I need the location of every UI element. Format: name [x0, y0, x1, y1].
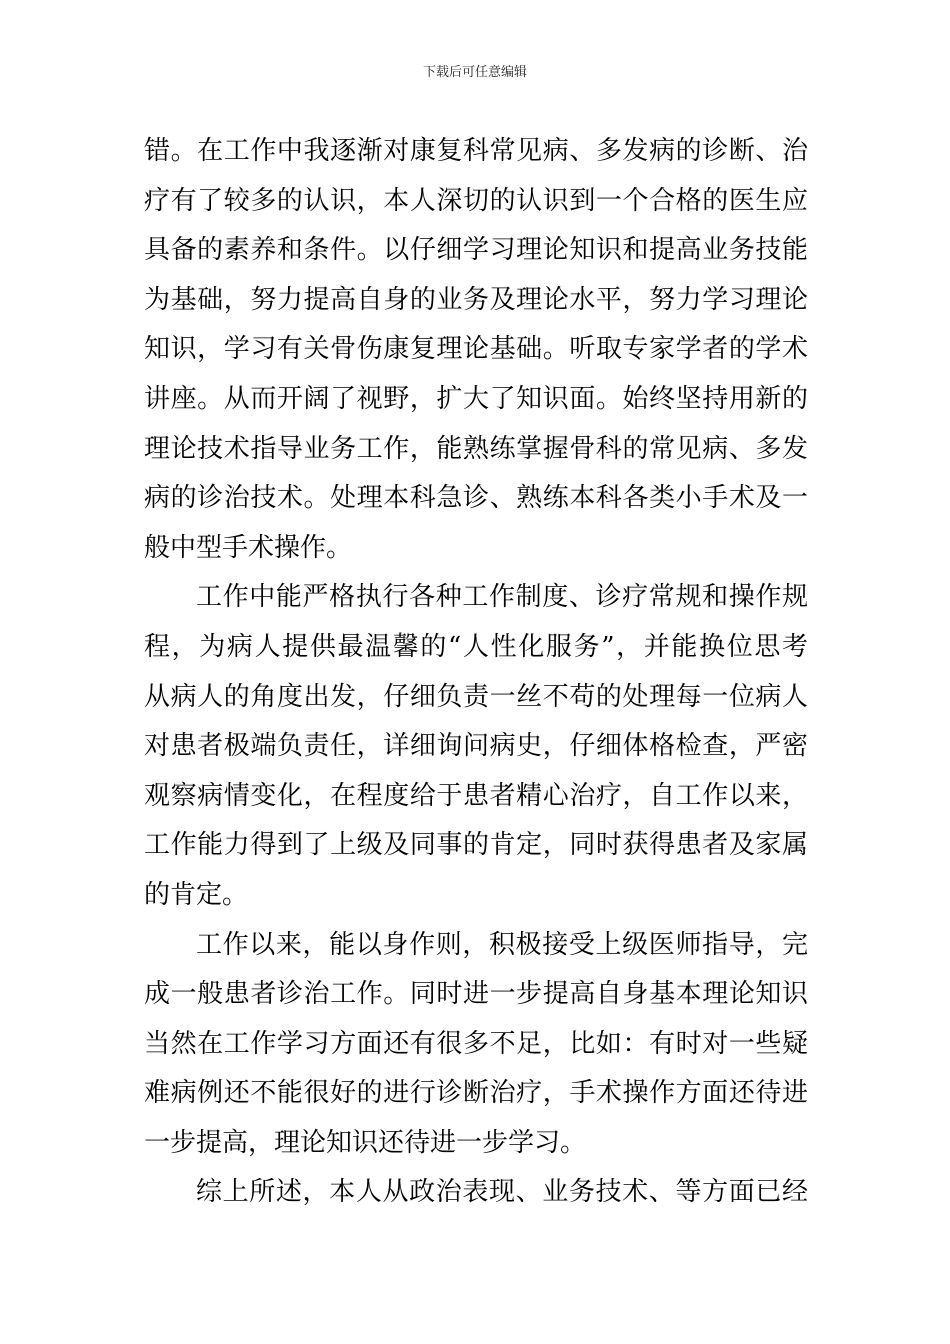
text-line: 理论技术指导业务工作，能熟练掌握骨科的常见病、多发: [144, 433, 808, 464]
text-line: 知识，学习有关骨伤康复理论基础。听取专家学者的学术: [144, 334, 808, 365]
text-line: 讲座。从而开阔了视野，扩大了知识面。始终坚持用新的: [144, 383, 808, 414]
text-line: 疗有了较多的认识，本人深切的认识到一个合格的医生应: [144, 185, 808, 216]
text-line: 般中型手术操作。: [144, 532, 353, 563]
text-line: 为基础，努力提高自身的业务及理论水平，努力学习理论: [144, 284, 808, 315]
text-line: 难病例还不能很好的进行诊断治疗，手术操作方面还待进: [144, 1078, 808, 1109]
text-line: 综上所述，本人从政治表现、业务技术、等方面已经: [196, 1177, 808, 1208]
text-line: 具备的素养和条件。以仔细学习理论知识和提高业务技能: [144, 235, 808, 266]
text-line: 工作中能严格执行各种工作制度、诊疗常规和操作规: [196, 582, 808, 613]
text-line: 观察病情变化，在程度给于患者精心治疗，自工作以来，: [144, 780, 808, 811]
text-line: 的肯定。: [144, 879, 249, 910]
text-line: 当然在工作学习方面还有很多不足，比如：有时对一些疑: [144, 1028, 808, 1059]
document-body: [144, 127, 808, 1218]
text-line: 程，为病人提供最温馨的“人性化服务”，并能换位思考: [144, 631, 808, 662]
text-line: 工作能力得到了上级及同事的肯定，同时获得患者及家属: [144, 830, 808, 861]
text-line: 一步提高，理论知识还待进一步学习。: [144, 1127, 587, 1158]
page-header: 下载后可任意编辑: [422, 65, 527, 80]
text-line: 对患者极端负责任，详细询问病史，仔细体格检查，严密: [144, 731, 808, 762]
text-line: 错。在工作中我逐渐对康复科常见病、多发病的诊断、治: [144, 136, 808, 166]
text-line: 成一般患者诊治工作。同时进一步提高自身基本理论知识: [144, 979, 808, 1010]
text-line: 工作以来，能以身作则，积极接受上级医师指导，完: [196, 929, 808, 960]
text-line: 从病人的角度出发，仔细负责一丝不苟的处理每一位病人: [144, 681, 808, 712]
text-line: 病的诊治技术。处理本科急诊、熟练本科各类小手术及一: [144, 483, 808, 514]
